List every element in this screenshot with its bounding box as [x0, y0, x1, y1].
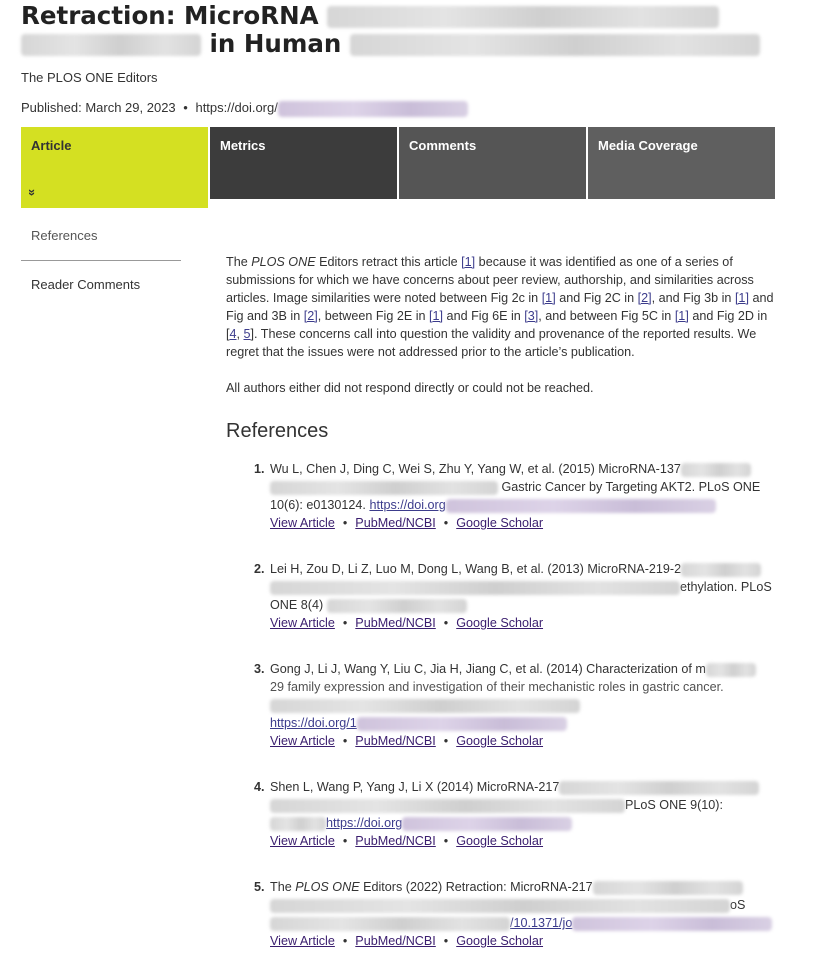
- redacted-title-segment: [21, 34, 201, 56]
- reference-text: The PLOS ONE Editors (2022) Retraction: MicroRNA-217 oS /10.1371/jo: [270, 878, 780, 932]
- citation-link-1[interactable]: [1]: [541, 291, 556, 305]
- pubmed-link[interactable]: PubMed/NCBI: [355, 934, 436, 948]
- google-scholar-link[interactable]: Google Scholar: [456, 616, 544, 630]
- citation-link-1[interactable]: [1]: [461, 255, 476, 269]
- reference-links: View Article • PubMed/NCBI • Google Scholar: [270, 834, 544, 848]
- reference-item: 3. Gong J, Li J, Wang Y, Liu C, Jia H, Jiang C, et al. (2014) Characterization of m 29 family expression and investigation of their mechanistic roles in gastric cancer. https://doi.org/1 View Article • PubMed/NCBI • Google Scholar: [254, 660, 780, 750]
- chevron-down-icon: »: [25, 188, 41, 197]
- pubmed-link[interactable]: PubMed/NCBI: [355, 516, 436, 530]
- view-article-link[interactable]: View Article: [270, 616, 335, 630]
- notice-paragraph-2: All authors either did not respond directly or could not be reached.: [226, 381, 594, 395]
- google-scholar-link[interactable]: Google Scholar: [456, 834, 544, 848]
- citation-link-3[interactable]: [3]: [524, 309, 539, 323]
- published-date: Published: March 29, 2023: [21, 100, 176, 115]
- redacted-title-segment: [327, 6, 719, 28]
- reference-text: Wu L, Chen J, Ding C, Wei S, Zhu Y, Yang W, et al. (2015) MicroRNA-137 Gastric Cancer by Targeting AKT2. PLoS ONE 10(6): e0130124. https://doi.org: [270, 462, 761, 512]
- citation-link-1[interactable]: [1]: [734, 291, 749, 305]
- publication-line: [21, 100, 468, 117]
- citation-link-2[interactable]: [2]: [637, 291, 652, 305]
- pubmed-link[interactable]: PubMed/NCBI: [355, 734, 436, 748]
- sidenav-item-reader-comments[interactable]: Reader Comments: [31, 277, 141, 292]
- tab-comments[interactable]: Comments: [399, 127, 586, 199]
- doi-link[interactable]: https://doi.org/: [195, 100, 467, 115]
- pubmed-link[interactable]: PubMed/NCBI: [355, 834, 436, 848]
- google-scholar-link[interactable]: Google Scholar: [456, 934, 544, 948]
- retraction-notice: [226, 253, 778, 415]
- view-article-link[interactable]: View Article: [270, 516, 335, 530]
- reference-doi-link[interactable]: https://doi.org/1: [270, 716, 357, 730]
- reference-item: 2. Lei H, Zou D, Li Z, Luo M, Dong L, Wang B, et al. (2013) MicroRNA-219-2 ethylation. PLoS ONE 8(4) View Article • PubMed/NCBI • Google Scholar: [254, 560, 780, 632]
- redacted-title-segment: [350, 34, 760, 56]
- tab-media-coverage[interactable]: Media Coverage: [588, 127, 775, 199]
- google-scholar-link[interactable]: Google Scholar: [456, 516, 544, 530]
- citation-link-2[interactable]: [2]: [303, 309, 318, 323]
- tab-metrics[interactable]: Metrics: [210, 127, 397, 199]
- reference-doi-link[interactable]: https://doi.org: [326, 816, 403, 830]
- separator-bullet: •: [183, 100, 188, 115]
- citation-link-1[interactable]: [1]: [674, 309, 689, 323]
- reference-text: Lei H, Zou D, Li Z, Luo M, Dong L, Wang B, et al. (2013) MicroRNA-219-2 ethylation. PLoS ONE 8(4): [270, 562, 772, 612]
- view-article-link[interactable]: View Article: [270, 934, 335, 948]
- title-part-2: in Human: [209, 29, 342, 58]
- side-navigation: [21, 220, 181, 299]
- redacted-doi: [278, 101, 468, 117]
- reference-links: View Article • PubMed/NCBI • Google Scholar: [270, 934, 544, 948]
- citation-link-5[interactable]: 5: [243, 327, 251, 341]
- reference-links: View Article • PubMed/NCBI • Google Scholar: [270, 734, 544, 748]
- tab-article[interactable]: Article »: [21, 127, 208, 208]
- citation-link-1[interactable]: [1]: [429, 309, 444, 323]
- view-article-link[interactable]: View Article: [270, 834, 335, 848]
- google-scholar-link[interactable]: Google Scholar: [456, 734, 544, 748]
- reference-item: 5. The PLOS ONE Editors (2022) Retraction: MicroRNA-217 oS /10.1371/jo View Article • PubMed/NCBI • Google Scholar: [254, 878, 780, 950]
- pubmed-link[interactable]: PubMed/NCBI: [355, 616, 436, 630]
- references-heading: References: [226, 420, 329, 442]
- reference-links: View Article • PubMed/NCBI • Google Scholar: [270, 616, 544, 630]
- reference-doi-link[interactable]: /10.1371/jo: [510, 916, 573, 930]
- reference-text: Shen L, Wang P, Yang J, Li X (2014) MicroRNA-217 PLoS ONE 9(10): https://doi.org: [270, 778, 780, 832]
- sidenav-item-references[interactable]: References: [31, 228, 98, 243]
- reference-item: 1. Wu L, Chen J, Ding C, Wei S, Zhu Y, Yang W, et al. (2015) MicroRNA-137 Gastric Cancer by Targeting AKT2. PLoS ONE 10(6): e0130124. https://doi.org View Article • PubMed/NCBI • Google Scholar: [254, 460, 780, 532]
- reference-links: View Article • PubMed/NCBI • Google Scholar: [270, 516, 544, 530]
- notice-paragraph-1: The PLOS ONE Editors retract this article [1] because it was identified as one of a series of submissions for which we have concerns about peer review, authorship, and similarities across articles. Image similarities were noted between Fig 2c in [1] and Fig 2C in [2], and Fig 3b in [1] and Fig and 3B in [2], between Fig 2E in [1] and Fig 6E in [3], and between Fig 5C in [1] and Fig 2D in [4, 5]. These concerns call into question the validity and provenance of the reported results. We regret that the issues were not addressed prior to the article’s publication.: [226, 255, 774, 359]
- title-part-1: Retraction: MicroRNA: [21, 1, 319, 30]
- citation-link-4[interactable]: 4: [229, 327, 237, 341]
- article-author: The PLOS ONE Editors: [21, 70, 158, 85]
- reference-text: Gong J, Li J, Wang Y, Liu C, Jia H, Jiang C, et al. (2014) Characterization of m 29 family expression and investigation of their mechanistic roles in gastric cancer. https://doi.org/1: [270, 660, 780, 732]
- reference-doi-link[interactable]: https://doi.org: [369, 498, 446, 512]
- article-title: [21, 2, 781, 58]
- view-article-link[interactable]: View Article: [270, 734, 335, 748]
- sidenav-divider: [21, 260, 181, 261]
- reference-item: 4. Shen L, Wang P, Yang J, Li X (2014) MicroRNA-217 PLoS ONE 9(10): https://doi.org View Article • PubMed/NCBI • Google Scholar: [254, 778, 780, 850]
